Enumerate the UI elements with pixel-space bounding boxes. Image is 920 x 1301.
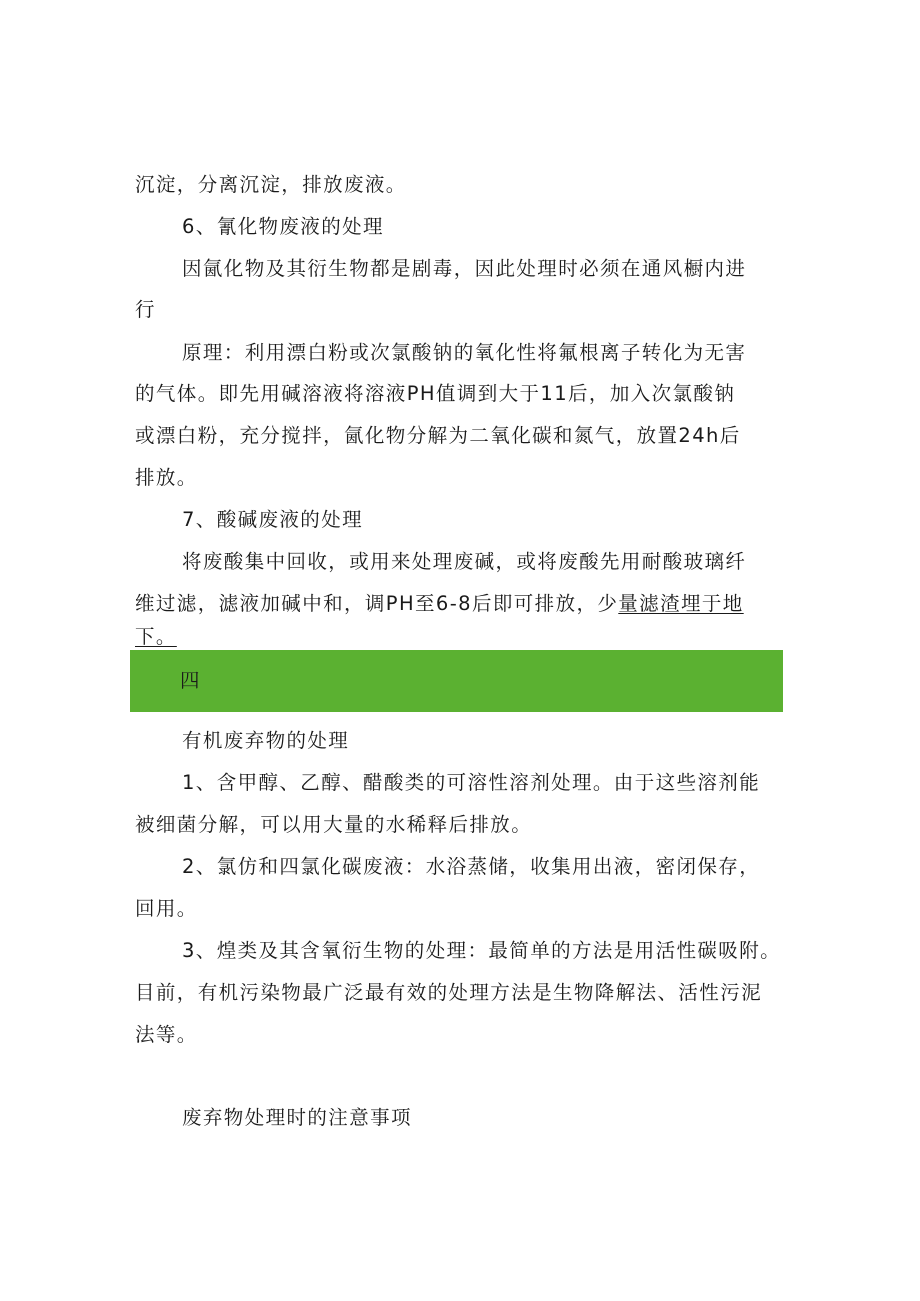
paragraph-line: 将废酸集中回收，或用来处理废碱，或将废酸先用耐酸玻璃纤 xyxy=(182,550,747,573)
list-item-line: 1、含甲醇、乙醇、醋酸类的可溶性溶剂处理。由于这些溶剂能 xyxy=(182,771,761,794)
paragraph-line: 行 xyxy=(135,298,156,321)
paragraph-line: 排放。 xyxy=(135,466,198,489)
section-heading-notes: 废弃物处理时的注意事项 xyxy=(182,1106,412,1129)
paragraph-text: 维过滤，滤液加碱中和，调PH至6-8后即可排放，少 xyxy=(135,592,619,615)
section-heading-organic: 有机废弃物的处理 xyxy=(182,729,350,752)
section-heading-cyanide: 6、氰化物废液的处理 xyxy=(182,215,384,238)
paragraph-line: 的气体。即先用碱溶液将溶液PH值调到大于11后，加入次氯酸钠 xyxy=(135,382,736,405)
list-item-line: 3、煌类及其含氧衍生物的处理：最简单的方法是用活性碳吸附。 xyxy=(182,939,782,962)
paragraph-line xyxy=(135,591,744,617)
underlined-text: 下。 xyxy=(135,625,177,648)
section-heading-acid-base: 7、酸碱废液的处理 xyxy=(182,508,364,531)
paragraph-line: 或漂白粉，充分搅拌，氤化物分解为二氧化碳和氮气，放置24h后 xyxy=(135,424,741,447)
underlined-text: 量滤渣埋于地 xyxy=(618,592,744,615)
list-item-line: 法等。 xyxy=(135,1023,198,1046)
list-item-line: 被细菌分解，可以用大量的水稀释后排放。 xyxy=(135,813,533,836)
list-item-line: 回用。 xyxy=(135,897,198,920)
section-band xyxy=(130,650,783,712)
paragraph-line: 因氤化物及其衍生物都是剧毒，因此处理时必须在通风橱内进 xyxy=(182,257,747,280)
section-band-label: 四 xyxy=(180,669,201,692)
list-item-line: 2、氯仿和四氯化碳废液：水浴蒸储，收集用出液，密闭保存， xyxy=(182,855,761,878)
paragraph-line: 原理：利用漂白粉或次氯酸钠的氧化性将氟根离子转化为无害 xyxy=(182,341,747,364)
paragraph-line: 沉淀，分离沉淀，排放废液。 xyxy=(135,173,407,196)
list-item-line: 目前，有机污染物最广泛最有效的处理方法是生物降解法、活性污泥 xyxy=(135,981,763,1004)
